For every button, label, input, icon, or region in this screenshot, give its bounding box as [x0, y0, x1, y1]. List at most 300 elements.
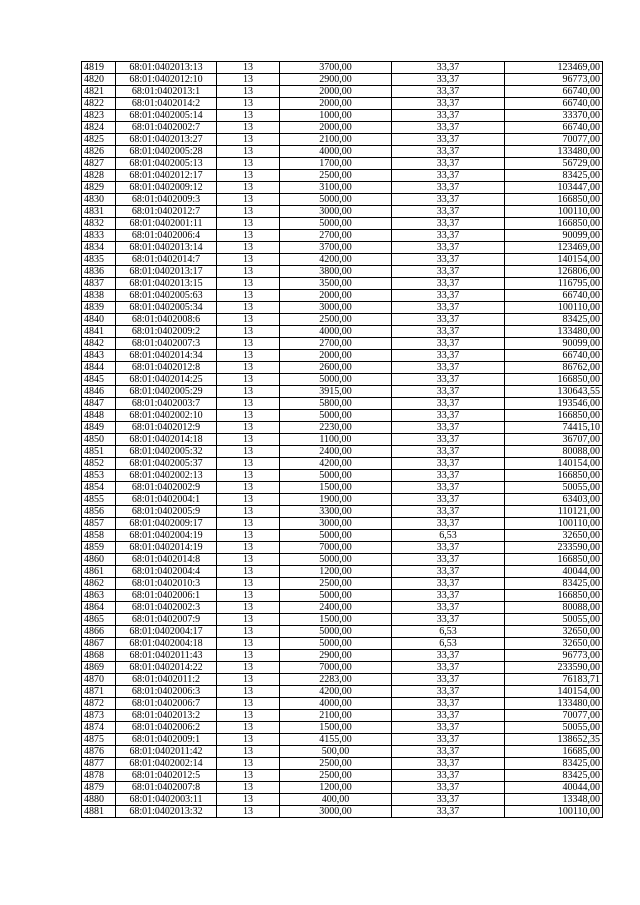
value-cell: 83425,00 — [505, 758, 603, 770]
cadastral-number-cell: 68:01:0402005:32 — [116, 446, 217, 458]
row-number-cell: 4861 — [82, 566, 116, 578]
row-number-cell: 4880 — [82, 794, 116, 806]
row-number-cell: 4876 — [82, 746, 116, 758]
rate-cell: 33,37 — [392, 506, 505, 518]
table-row — [82, 554, 603, 566]
area-cell: 1200,00 — [280, 782, 392, 794]
area-cell: 1100,00 — [280, 434, 392, 446]
category-code-cell: 13 — [217, 494, 280, 506]
table-row — [82, 590, 603, 602]
area-cell: 5000,00 — [280, 554, 392, 566]
area-cell: 5800,00 — [280, 398, 392, 410]
category-code-cell: 13 — [217, 194, 280, 206]
area-cell: 2700,00 — [280, 338, 392, 350]
category-code-cell: 13 — [217, 446, 280, 458]
area-cell: 2400,00 — [280, 446, 392, 458]
cadastral-number-cell: 68:01:0402012:9 — [116, 422, 217, 434]
category-code-cell: 13 — [217, 674, 280, 686]
cadastral-number-cell: 68:01:0402005:28 — [116, 146, 217, 158]
rate-cell: 33,37 — [392, 62, 505, 74]
category-code-cell: 13 — [217, 698, 280, 710]
value-cell: 50055,00 — [505, 614, 603, 626]
cadastral-number-cell: 68:01:0402003:7 — [116, 398, 217, 410]
rate-cell: 33,37 — [392, 182, 505, 194]
rate-cell: 33,37 — [392, 350, 505, 362]
rate-cell: 33,37 — [392, 650, 505, 662]
table-row — [82, 614, 603, 626]
category-code-cell: 13 — [217, 266, 280, 278]
value-cell: 166850,00 — [505, 194, 603, 206]
value-cell: 166850,00 — [505, 590, 603, 602]
area-cell: 4155,00 — [280, 734, 392, 746]
area-cell: 5000,00 — [280, 374, 392, 386]
area-cell: 4200,00 — [280, 254, 392, 266]
table-row — [82, 170, 603, 182]
rate-cell: 33,37 — [392, 590, 505, 602]
row-number-cell: 4833 — [82, 230, 116, 242]
area-cell: 3700,00 — [280, 62, 392, 74]
area-cell: 3000,00 — [280, 806, 392, 818]
value-cell: 66740,00 — [505, 98, 603, 110]
value-cell: 80088,00 — [505, 446, 603, 458]
row-number-cell: 4835 — [82, 254, 116, 266]
rate-cell: 33,37 — [392, 386, 505, 398]
area-cell: 5000,00 — [280, 218, 392, 230]
area-cell: 2000,00 — [280, 122, 392, 134]
value-cell: 140154,00 — [505, 686, 603, 698]
table-row — [82, 98, 603, 110]
rate-cell: 33,37 — [392, 686, 505, 698]
cadastral-number-cell: 68:01:0402012:7 — [116, 206, 217, 218]
area-cell: 7000,00 — [280, 542, 392, 554]
table-row — [82, 506, 603, 518]
area-cell: 2283,00 — [280, 674, 392, 686]
row-number-cell: 4819 — [82, 62, 116, 74]
row-number-cell: 4877 — [82, 758, 116, 770]
rate-cell: 33,37 — [392, 806, 505, 818]
value-cell: 86762,00 — [505, 362, 603, 374]
area-cell: 2000,00 — [280, 350, 392, 362]
category-code-cell: 13 — [217, 482, 280, 494]
row-number-cell: 4829 — [82, 182, 116, 194]
category-code-cell: 13 — [217, 578, 280, 590]
table-row — [82, 134, 603, 146]
rate-cell: 33,37 — [392, 122, 505, 134]
area-cell: 2500,00 — [280, 314, 392, 326]
cadastral-number-cell: 68:01:0402012:8 — [116, 362, 217, 374]
row-number-cell: 4825 — [82, 134, 116, 146]
value-cell: 166850,00 — [505, 218, 603, 230]
rate-cell: 33,37 — [392, 566, 505, 578]
category-code-cell: 13 — [217, 722, 280, 734]
rate-cell: 33,37 — [392, 338, 505, 350]
value-cell: 83425,00 — [505, 314, 603, 326]
row-number-cell: 4830 — [82, 194, 116, 206]
rate-cell: 33,37 — [392, 614, 505, 626]
area-cell: 5000,00 — [280, 194, 392, 206]
table-row — [82, 338, 603, 350]
value-cell: 140154,00 — [505, 254, 603, 266]
value-cell: 74415,10 — [505, 422, 603, 434]
area-cell: 3100,00 — [280, 182, 392, 194]
area-cell: 2900,00 — [280, 74, 392, 86]
category-code-cell: 13 — [217, 458, 280, 470]
value-cell: 110121,00 — [505, 506, 603, 518]
rate-cell: 33,37 — [392, 206, 505, 218]
row-number-cell: 4855 — [82, 494, 116, 506]
row-number-cell: 4860 — [82, 554, 116, 566]
value-cell: 133480,00 — [505, 698, 603, 710]
area-cell: 3000,00 — [280, 518, 392, 530]
cadastral-number-cell: 68:01:0402007:8 — [116, 782, 217, 794]
category-code-cell: 13 — [217, 506, 280, 518]
row-number-cell: 4834 — [82, 242, 116, 254]
category-code-cell: 13 — [217, 626, 280, 638]
category-code-cell: 13 — [217, 734, 280, 746]
row-number-cell: 4851 — [82, 446, 116, 458]
area-cell: 3800,00 — [280, 266, 392, 278]
category-code-cell: 13 — [217, 338, 280, 350]
area-cell: 2000,00 — [280, 290, 392, 302]
rate-cell: 33,37 — [392, 542, 505, 554]
category-code-cell: 13 — [217, 638, 280, 650]
value-cell: 83425,00 — [505, 770, 603, 782]
rate-cell: 6,53 — [392, 626, 505, 638]
cadastral-number-cell: 68:01:0402009:12 — [116, 182, 217, 194]
row-number-cell: 4871 — [82, 686, 116, 698]
cadastral-number-cell: 68:01:0402013:2 — [116, 710, 217, 722]
rate-cell: 33,37 — [392, 518, 505, 530]
value-cell: 16685,00 — [505, 746, 603, 758]
value-cell: 100110,00 — [505, 806, 603, 818]
table-row — [82, 782, 603, 794]
rate-cell: 33,37 — [392, 110, 505, 122]
value-cell: 66740,00 — [505, 290, 603, 302]
value-cell: 90099,00 — [505, 230, 603, 242]
category-code-cell: 13 — [217, 650, 280, 662]
area-cell: 2500,00 — [280, 578, 392, 590]
value-cell: 83425,00 — [505, 170, 603, 182]
row-number-cell: 4875 — [82, 734, 116, 746]
rate-cell: 33,37 — [392, 86, 505, 98]
category-code-cell: 13 — [217, 86, 280, 98]
area-cell: 4200,00 — [280, 686, 392, 698]
table-row — [82, 698, 603, 710]
category-code-cell: 13 — [217, 362, 280, 374]
category-code-cell: 13 — [217, 410, 280, 422]
table-row — [82, 434, 603, 446]
table-row — [82, 206, 603, 218]
row-number-cell: 4863 — [82, 590, 116, 602]
table-row — [82, 638, 603, 650]
category-code-cell: 13 — [217, 386, 280, 398]
row-number-cell: 4862 — [82, 578, 116, 590]
category-code-cell: 13 — [217, 242, 280, 254]
area-cell: 2500,00 — [280, 170, 392, 182]
category-code-cell: 13 — [217, 326, 280, 338]
cadastral-number-cell: 68:01:0402012:17 — [116, 170, 217, 182]
row-number-cell: 4874 — [82, 722, 116, 734]
value-cell: 70077,00 — [505, 710, 603, 722]
area-cell: 4000,00 — [280, 326, 392, 338]
rate-cell: 33,37 — [392, 194, 505, 206]
cadastral-number-cell: 68:01:0402013:14 — [116, 242, 217, 254]
category-code-cell: 13 — [217, 374, 280, 386]
rate-cell: 6,53 — [392, 530, 505, 542]
cadastral-number-cell: 68:01:0402012:10 — [116, 74, 217, 86]
table-row — [82, 230, 603, 242]
area-cell: 3000,00 — [280, 206, 392, 218]
value-cell: 193546,00 — [505, 398, 603, 410]
table-row — [82, 650, 603, 662]
category-code-cell: 13 — [217, 398, 280, 410]
table-body — [82, 62, 603, 818]
category-code-cell: 13 — [217, 350, 280, 362]
category-code-cell: 13 — [217, 230, 280, 242]
value-cell: 126806,00 — [505, 266, 603, 278]
rate-cell: 33,37 — [392, 470, 505, 482]
row-number-cell: 4872 — [82, 698, 116, 710]
row-number-cell: 4858 — [82, 530, 116, 542]
rate-cell: 33,37 — [392, 554, 505, 566]
table-row — [82, 542, 603, 554]
category-code-cell: 13 — [217, 710, 280, 722]
cadastral-number-cell: 68:01:0402002:3 — [116, 602, 217, 614]
value-cell: 130643,55 — [505, 386, 603, 398]
row-number-cell: 4824 — [82, 122, 116, 134]
rate-cell: 33,37 — [392, 794, 505, 806]
value-cell: 70077,00 — [505, 134, 603, 146]
value-cell: 100110,00 — [505, 518, 603, 530]
category-code-cell: 13 — [217, 434, 280, 446]
table-row — [82, 458, 603, 470]
category-code-cell: 13 — [217, 566, 280, 578]
category-code-cell: 13 — [217, 746, 280, 758]
row-number-cell: 4826 — [82, 146, 116, 158]
rate-cell: 33,37 — [392, 254, 505, 266]
cadastral-number-cell: 68:01:0402011:2 — [116, 674, 217, 686]
table-row — [82, 770, 603, 782]
category-code-cell: 13 — [217, 98, 280, 110]
rate-cell: 33,37 — [392, 734, 505, 746]
rate-cell: 33,37 — [392, 374, 505, 386]
value-cell: 133480,00 — [505, 146, 603, 158]
cadastral-number-cell: 68:01:0402006:2 — [116, 722, 217, 734]
table-row — [82, 302, 603, 314]
cadastral-number-cell: 68:01:0402009:3 — [116, 194, 217, 206]
value-cell: 13348,00 — [505, 794, 603, 806]
cadastral-number-cell: 68:01:0402013:27 — [116, 134, 217, 146]
category-code-cell: 13 — [217, 806, 280, 818]
category-code-cell: 13 — [217, 518, 280, 530]
area-cell: 4000,00 — [280, 698, 392, 710]
area-cell: 7000,00 — [280, 662, 392, 674]
value-cell: 140154,00 — [505, 458, 603, 470]
cadastral-number-cell: 68:01:0402007:9 — [116, 614, 217, 626]
rate-cell: 33,37 — [392, 662, 505, 674]
rate-cell: 33,37 — [392, 710, 505, 722]
table-row — [82, 326, 603, 338]
area-cell: 2600,00 — [280, 362, 392, 374]
rate-cell: 33,37 — [392, 722, 505, 734]
cadastral-number-cell: 68:01:0402001:11 — [116, 218, 217, 230]
rate-cell: 33,37 — [392, 362, 505, 374]
rate-cell: 33,37 — [392, 482, 505, 494]
value-cell: 233590,00 — [505, 542, 603, 554]
table-row — [82, 530, 603, 542]
area-cell: 5000,00 — [280, 590, 392, 602]
cadastral-number-cell: 68:01:0402013:17 — [116, 266, 217, 278]
area-cell: 2000,00 — [280, 98, 392, 110]
category-code-cell: 13 — [217, 62, 280, 74]
table-row — [82, 110, 603, 122]
table-row — [82, 794, 603, 806]
table-row — [82, 686, 603, 698]
row-number-cell: 4873 — [82, 710, 116, 722]
table-row — [82, 314, 603, 326]
cadastral-number-cell: 68:01:0402014:2 — [116, 98, 217, 110]
cadastral-number-cell: 68:01:0402014:25 — [116, 374, 217, 386]
table-row — [82, 74, 603, 86]
category-code-cell: 13 — [217, 662, 280, 674]
row-number-cell: 4878 — [82, 770, 116, 782]
row-number-cell: 4866 — [82, 626, 116, 638]
category-code-cell: 13 — [217, 758, 280, 770]
area-cell: 5000,00 — [280, 470, 392, 482]
category-code-cell: 13 — [217, 770, 280, 782]
row-number-cell: 4832 — [82, 218, 116, 230]
row-number-cell: 4852 — [82, 458, 116, 470]
row-number-cell: 4828 — [82, 170, 116, 182]
cadastral-number-cell: 68:01:0402005:37 — [116, 458, 217, 470]
rate-cell: 33,37 — [392, 134, 505, 146]
table-row — [82, 758, 603, 770]
row-number-cell: 4868 — [82, 650, 116, 662]
area-cell: 2000,00 — [280, 86, 392, 98]
rate-cell: 33,37 — [392, 770, 505, 782]
table-row — [82, 626, 603, 638]
row-number-cell: 4845 — [82, 374, 116, 386]
rate-cell: 33,37 — [392, 278, 505, 290]
area-cell: 4000,00 — [280, 146, 392, 158]
rate-cell: 6,53 — [392, 638, 505, 650]
row-number-cell: 4844 — [82, 362, 116, 374]
category-code-cell: 13 — [217, 602, 280, 614]
cadastral-number-cell: 68:01:0402002:7 — [116, 122, 217, 134]
area-cell: 1900,00 — [280, 494, 392, 506]
area-cell: 3915,00 — [280, 386, 392, 398]
value-cell: 90099,00 — [505, 338, 603, 350]
cadastral-number-cell: 68:01:0402005:14 — [116, 110, 217, 122]
value-cell: 80088,00 — [505, 602, 603, 614]
cadastral-number-cell: 68:01:0402012:5 — [116, 770, 217, 782]
value-cell: 123469,00 — [505, 242, 603, 254]
category-code-cell: 13 — [217, 290, 280, 302]
table-row — [82, 734, 603, 746]
category-code-cell: 13 — [217, 206, 280, 218]
row-number-cell: 4841 — [82, 326, 116, 338]
rate-cell: 33,37 — [392, 302, 505, 314]
area-cell: 3300,00 — [280, 506, 392, 518]
table-row — [82, 182, 603, 194]
table-row — [82, 422, 603, 434]
row-number-cell: 4847 — [82, 398, 116, 410]
rate-cell: 33,37 — [392, 242, 505, 254]
row-number-cell: 4870 — [82, 674, 116, 686]
category-code-cell: 13 — [217, 590, 280, 602]
cadastral-number-cell: 68:01:0402009:1 — [116, 734, 217, 746]
value-cell: 166850,00 — [505, 410, 603, 422]
area-cell: 4200,00 — [280, 458, 392, 470]
cadastral-number-cell: 68:01:0402005:13 — [116, 158, 217, 170]
cadastral-number-cell: 68:01:0402004:4 — [116, 566, 217, 578]
cadastral-number-cell: 68:01:0402005:29 — [116, 386, 217, 398]
cadastral-number-cell: 68:01:0402002:9 — [116, 482, 217, 494]
table-row — [82, 86, 603, 98]
row-number-cell: 4842 — [82, 338, 116, 350]
rate-cell: 33,37 — [392, 782, 505, 794]
rate-cell: 33,37 — [392, 434, 505, 446]
value-cell: 133480,00 — [505, 326, 603, 338]
table-row — [82, 62, 603, 74]
row-number-cell: 4848 — [82, 410, 116, 422]
row-number-cell: 4838 — [82, 290, 116, 302]
row-number-cell: 4821 — [82, 86, 116, 98]
area-cell: 2700,00 — [280, 230, 392, 242]
area-cell: 2900,00 — [280, 650, 392, 662]
table-row — [82, 410, 603, 422]
cadastral-number-cell: 68:01:0402006:3 — [116, 686, 217, 698]
value-cell: 50055,00 — [505, 482, 603, 494]
area-cell: 2100,00 — [280, 710, 392, 722]
row-number-cell: 4859 — [82, 542, 116, 554]
category-code-cell: 13 — [217, 542, 280, 554]
rate-cell: 33,37 — [392, 170, 505, 182]
value-cell: 166850,00 — [505, 374, 603, 386]
table-row — [82, 290, 603, 302]
row-number-cell: 4867 — [82, 638, 116, 650]
area-cell: 400,00 — [280, 794, 392, 806]
table-row — [82, 518, 603, 530]
value-cell: 33370,00 — [505, 110, 603, 122]
table-row — [82, 602, 603, 614]
value-cell: 66740,00 — [505, 86, 603, 98]
rate-cell: 33,37 — [392, 674, 505, 686]
row-number-cell: 4820 — [82, 74, 116, 86]
area-cell: 5000,00 — [280, 638, 392, 650]
rate-cell: 33,37 — [392, 266, 505, 278]
cadastral-number-cell: 68:01:0402013:1 — [116, 86, 217, 98]
value-cell: 32650,00 — [505, 626, 603, 638]
area-cell: 1700,00 — [280, 158, 392, 170]
cadastral-number-cell: 68:01:0402002:10 — [116, 410, 217, 422]
area-cell: 2500,00 — [280, 770, 392, 782]
category-code-cell: 13 — [217, 146, 280, 158]
cadastral-number-cell: 68:01:0402006:1 — [116, 590, 217, 602]
area-cell: 2500,00 — [280, 758, 392, 770]
row-number-cell: 4881 — [82, 806, 116, 818]
cadastral-number-cell: 68:01:0402013:32 — [116, 806, 217, 818]
value-cell: 63403,00 — [505, 494, 603, 506]
cadastral-number-cell: 68:01:0402011:42 — [116, 746, 217, 758]
value-cell: 40044,00 — [505, 782, 603, 794]
row-number-cell: 4857 — [82, 518, 116, 530]
cadastral-number-cell: 68:01:0402014:22 — [116, 662, 217, 674]
cadastral-number-cell: 68:01:0402009:17 — [116, 518, 217, 530]
table-row — [82, 158, 603, 170]
row-number-cell: 4822 — [82, 98, 116, 110]
value-cell: 116795,00 — [505, 278, 603, 290]
